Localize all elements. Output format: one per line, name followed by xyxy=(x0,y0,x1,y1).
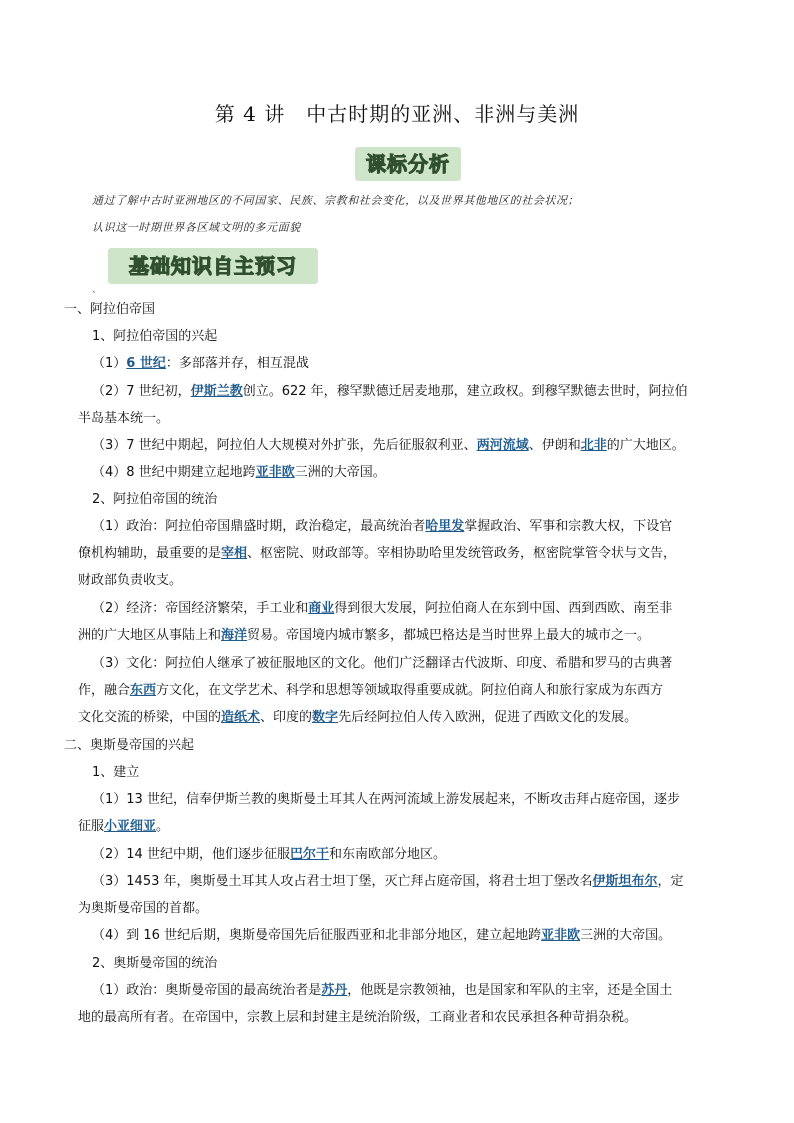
section-badge-preview: 基础知识自主预习 xyxy=(108,248,318,284)
curriculum-text-line-1: 通过了解中古时亚洲地区的不同国家、民族、宗教和社会变化，以及世界其他地区的社会状况； xyxy=(92,194,580,207)
paragraph-line: （4）8 世纪中期建立起地跨亚非欧三洲的大帝国。 xyxy=(92,465,386,480)
paragraph-line: 半岛基本统一。 xyxy=(78,411,170,426)
paragraph-line: （3）7 世纪中期起，阿拉伯人大规模对外扩张，先后征服叙利亚、两河流域、伊朗和北非的广大地区。 xyxy=(92,438,685,453)
paragraph-line: （2）14 世纪中期，他们逐步征服巴尔干和东南欧部分地区。 xyxy=(92,847,446,862)
keyword: 亚非欧 xyxy=(541,928,581,943)
keyword: 数字 xyxy=(312,710,339,725)
heading-ottoman-empire: 二、奥斯曼帝国的兴起 xyxy=(64,738,195,753)
paragraph-line: 文化交流的桥梁，中国的造纸术、印度的数字先后经阿拉伯人传入欧洲，促进了西欧文化的发展。 xyxy=(78,710,638,725)
keyword: 伊斯兰教 xyxy=(190,384,243,399)
subheading-founding: 1、建立 xyxy=(92,765,140,780)
keyword: 北非 xyxy=(580,438,607,453)
paragraph-line: （1）政治：奥斯曼帝国的最高统治者是苏丹，他既是宗教领袖，也是国家和军队的主宰，还是全国土 xyxy=(92,983,673,998)
paragraph-line: 为奥斯曼帝国的首都。 xyxy=(78,901,209,916)
keyword: 伊斯坦布尔 xyxy=(592,874,658,889)
section-badge-curriculum: 课标分析 xyxy=(355,147,461,181)
paragraph-line: （3）文化：阿拉伯人继承了被征服地区的文化。他们广泛翻译古代波斯、印度、希腊和罗马的古典著 xyxy=(92,656,673,671)
paragraph-line: （2）经济：帝国经济繁荣，手工业和商业得到很大发展，阿拉伯商人在东到中国、西到西欧、南至非 xyxy=(92,601,673,616)
keyword: 造纸术 xyxy=(221,710,261,725)
keyword: 亚非欧 xyxy=(255,465,295,480)
subheading-rule: 2、阿拉伯帝国的统治 xyxy=(92,492,218,507)
keyword: 哈里发 xyxy=(425,519,465,534)
keyword: 6 世纪 xyxy=(126,356,166,371)
paragraph-line: （2）7 世纪初，伊斯兰教创立。622 年，穆罕默德迁居麦地那，建立政权。到穆罕默德去世时，阿拉伯 xyxy=(92,384,688,399)
subheading-rise: 1、阿拉伯帝国的兴起 xyxy=(92,329,218,344)
keyword: 苏丹 xyxy=(321,983,348,998)
keyword: 商业 xyxy=(308,601,335,616)
keyword: 海洋 xyxy=(221,628,248,643)
keyword: 两河流域 xyxy=(476,438,529,453)
paragraph-line: 地的最高所有者。在帝国中，宗教上层和封建主是统治阶级，工商业者和农民承担各种苛捐杂税。 xyxy=(78,1010,638,1025)
subheading-ottoman-rule: 2、奥斯曼帝国的统治 xyxy=(92,956,218,971)
paragraph-line: 财政部负责收支。 xyxy=(78,573,183,588)
paragraph-line: （4）到 16 世纪后期，奥斯曼帝国先后征服西亚和北非部分地区，建立起地跨亚非欧三洲的大帝国。 xyxy=(92,928,672,943)
keyword: 宰相 xyxy=(221,546,248,561)
paragraph-line: （1）6 世纪：多部落并存，相互混战 xyxy=(92,356,309,371)
paragraph-line: 洲的广大地区从事陆上和海洋贸易。帝国境内城市繁多，都城巴格达是当时世界上最大的城市之一。 xyxy=(78,628,651,643)
stray-mark: 、 xyxy=(92,285,102,295)
paragraph-line: （3）1453 年，奥斯曼土耳其人攻占君士坦丁堡，灭亡拜占庭帝国，将君士坦丁堡改名伊斯坦布尔，定 xyxy=(92,874,684,889)
paragraph-line: （1）13 世纪，信奉伊斯兰教的奥斯曼土耳其人在两河流域上游发展起来，不断攻击拜占庭帝国，逐步 xyxy=(92,792,680,807)
keyword: 巴尔干 xyxy=(289,847,329,862)
keyword: 小亚细亚 xyxy=(104,819,157,834)
keyword: 东西 xyxy=(130,683,157,698)
page-title: 第 4 讲 中古时期的亚洲、非洲与美洲 xyxy=(214,102,580,126)
paragraph-line: （1）政治：阿拉伯帝国鼎盛时期，政治稳定，最高统治者哈里发掌握政治、军事和宗教大权，下设官 xyxy=(92,519,673,534)
paragraph-line: 僚机构辅助，最重要的是宰相、枢密院、财政部等。宰相协助哈里发统管政务，枢密院掌管令状与文告， xyxy=(78,546,677,561)
heading-arab-empire: 一、阿拉伯帝国 xyxy=(64,302,156,317)
paragraph-line: 作，融合东西方文化，在文学艺术、科学和思想等领域取得重要成就。阿拉伯商人和旅行家成为东西方 xyxy=(78,683,664,698)
paragraph-line: 征服小亚细亚。 xyxy=(78,819,170,834)
curriculum-text-line-2: 认识这一时期世界各区域文明的多元面貌 xyxy=(92,221,301,234)
